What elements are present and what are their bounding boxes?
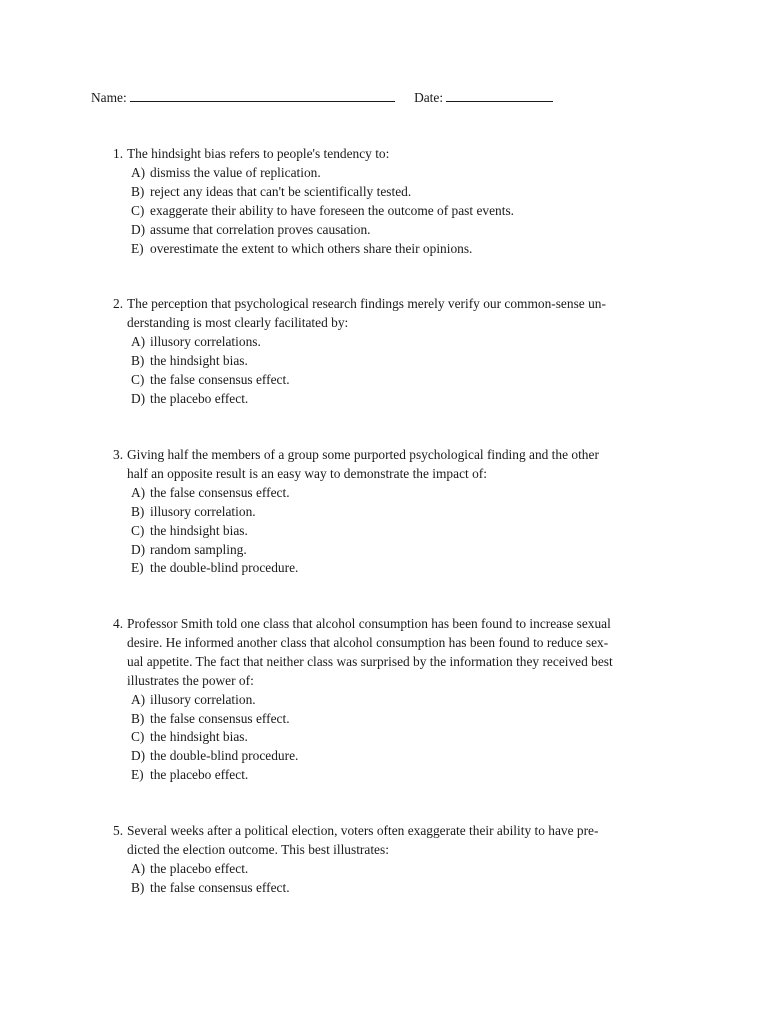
choice-letter: D) [131, 390, 146, 406]
choice-text: the double-blind procedure. [150, 748, 299, 764]
question-5 [113, 822, 683, 898]
choice-letter: B) [131, 710, 145, 726]
choice-letter: C) [131, 371, 145, 387]
answer-choice [131, 352, 683, 371]
answer-choice [131, 559, 683, 578]
question-text [127, 615, 683, 691]
question-stem [113, 822, 683, 860]
answer-choice [131, 371, 683, 390]
stem-line: Giving half the members of a group some purported psychological finding and the other [127, 447, 599, 462]
answer-choice [131, 747, 683, 766]
answer-choice [131, 860, 683, 879]
question-stem [113, 615, 683, 691]
answer-choice [131, 202, 683, 221]
stem-line: desire. He informed another class that alcohol consumption has been found to reduce sex- [127, 634, 609, 650]
choice-text: the hindsight bias. [150, 729, 248, 745]
answer-choice [131, 879, 683, 898]
question-4 [113, 615, 683, 785]
answer-choice [131, 164, 683, 183]
answer-choices [131, 484, 683, 579]
answer-choice [131, 728, 683, 747]
choice-text: the false consensus effect. [150, 371, 290, 387]
choice-letter: B) [131, 183, 145, 199]
question-3 [113, 446, 683, 578]
choice-letter: A) [131, 333, 146, 349]
stem-line: The perception that psychological research findings merely verify our common-sense un- [127, 296, 606, 311]
choice-letter: D) [131, 541, 146, 557]
choice-text: the hindsight bias. [150, 352, 248, 368]
answer-choice [131, 766, 683, 785]
question-number: 5. [113, 823, 124, 838]
choice-text: the placebo effect. [150, 767, 249, 783]
choice-text: the placebo effect. [150, 390, 249, 406]
question-text [127, 446, 683, 484]
answer-choice [131, 710, 683, 729]
choice-letter: E) [131, 240, 144, 256]
answer-choice [131, 484, 683, 503]
choice-letter: D) [131, 221, 146, 237]
question-1 [113, 145, 683, 258]
stem-line: dicted the election outcome. This best illustrates: [127, 841, 389, 857]
choice-letter: E) [131, 560, 144, 576]
question-number: 3. [113, 447, 124, 462]
answer-choice [131, 541, 683, 560]
answer-choice [131, 522, 683, 541]
question-stem [113, 446, 683, 484]
stem-line: derstanding is most clearly facilitated by: [127, 314, 349, 330]
choice-text: the false consensus effect. [150, 879, 290, 895]
choice-text: the double-blind procedure. [150, 560, 299, 576]
stem-line: illustrates the power of: [127, 672, 254, 688]
answer-choice [131, 240, 683, 259]
stem-line: ual appetite. The fact that neither class was surprised by the information they received best [127, 653, 613, 669]
question-number: 2. [113, 296, 124, 311]
answer-choice [131, 691, 683, 710]
stem-line: Professor Smith told one class that alcohol consumption has been found to increase sexual [127, 616, 611, 631]
choice-letter: A) [131, 691, 146, 707]
answer-choice [131, 390, 683, 409]
choice-text: reject any ideas that can't be scientifically tested. [150, 183, 412, 199]
answer-choices [131, 333, 683, 409]
answer-choices [131, 164, 683, 259]
answer-choice [131, 333, 683, 352]
stem-line: The hindsight bias refers to people's tendency to: [127, 146, 390, 161]
choice-letter: C) [131, 202, 145, 218]
choice-letter: A) [131, 860, 146, 876]
choice-text: exaggerate their ability to have foreseen the outcome of past events. [150, 202, 515, 218]
question-text [127, 295, 683, 333]
choice-text: illusory correlations. [150, 333, 261, 349]
date-label: Date: [414, 90, 444, 105]
question-text [127, 145, 683, 164]
choice-text: the hindsight bias. [150, 522, 248, 538]
choice-text: illusory correlation. [150, 503, 256, 519]
answer-choices [131, 691, 683, 786]
answer-choice [131, 503, 683, 522]
stem-line: Several weeks after a political election, voters often exaggerate their ability to have pre- [127, 823, 599, 838]
stem-line: half an opposite result is an easy way to demonstrate the impact of: [127, 465, 487, 481]
name-label: Name: [91, 90, 127, 105]
choice-letter: A) [131, 484, 146, 500]
choice-text: the false consensus effect. [150, 484, 290, 500]
choice-text: assume that correlation proves causation. [150, 221, 371, 237]
question-stem [113, 145, 683, 164]
choice-text: the false consensus effect. [150, 710, 290, 726]
header-line [91, 89, 553, 108]
choice-text: overestimate the extent to which others share their opinions. [150, 240, 473, 256]
choice-letter: A) [131, 164, 146, 180]
choice-text: the placebo effect. [150, 860, 249, 876]
answer-choices [131, 860, 683, 898]
choice-text: illusory correlation. [150, 691, 256, 707]
question-stem [113, 295, 683, 333]
question-number: 1. [113, 146, 124, 161]
name-blank-line [130, 89, 395, 102]
choice-letter: B) [131, 352, 145, 368]
choice-letter: B) [131, 879, 145, 895]
choice-text: random sampling. [150, 541, 247, 557]
answer-choice [131, 183, 683, 202]
question-2 [113, 295, 683, 408]
answer-choice [131, 221, 683, 240]
choice-letter: C) [131, 729, 145, 745]
choice-letter: B) [131, 503, 145, 519]
choice-letter: E) [131, 767, 144, 783]
choice-letter: C) [131, 522, 145, 538]
question-number: 4. [113, 616, 124, 631]
date-blank-line [446, 89, 553, 102]
question-text [127, 822, 683, 860]
choice-text: dismiss the value of replication. [150, 164, 321, 180]
choice-letter: D) [131, 748, 146, 764]
